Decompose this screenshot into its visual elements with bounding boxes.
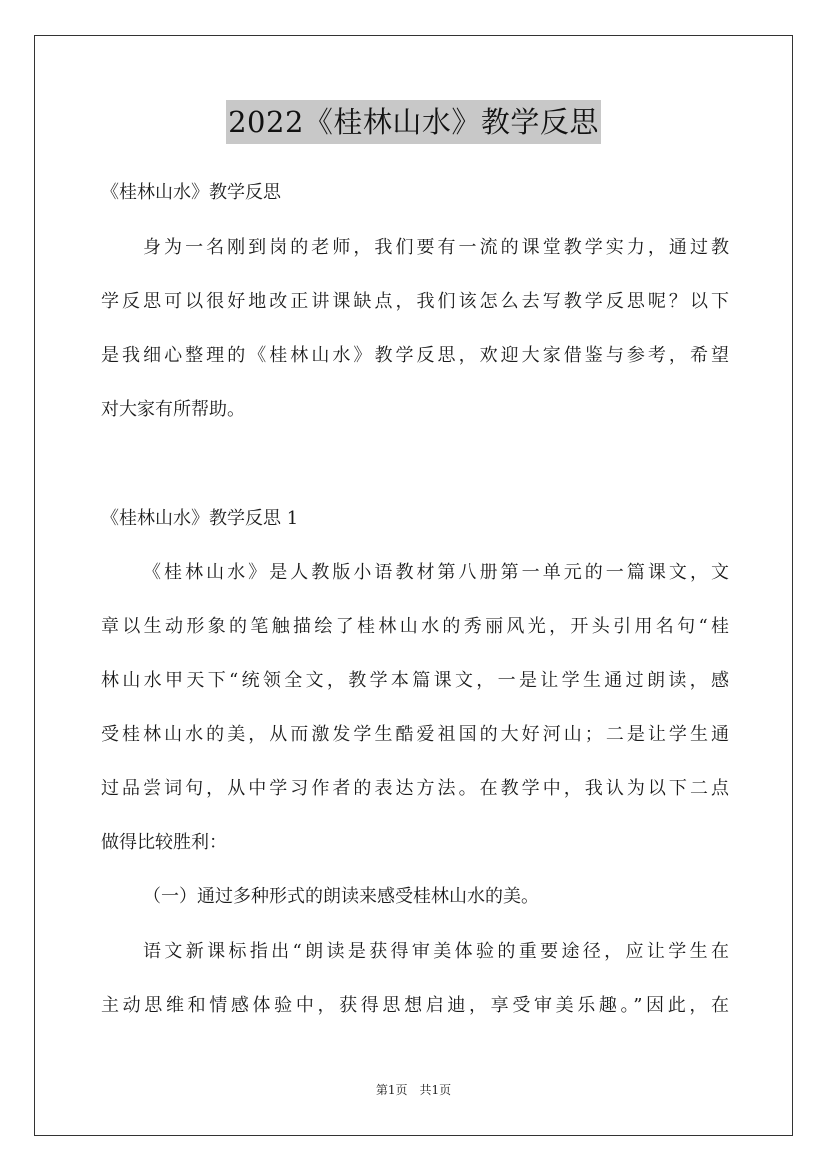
intro-line-1: 身为一名刚到岗的老师，我们要有一流的课堂教学实力，通过教 [143,237,729,258]
section-line-5: 过品尝词句，从中学习作者的表达方法。在教学中，我认为以下二点 [101,778,729,799]
subtitle: 《桂林山水》教学反思 [101,182,281,203]
point-one-heading: （一）通过多种形式的朗读来感受桂林山水的美。 [143,886,539,907]
section-line-6: 做得比较胜利： [101,832,227,853]
last-line-2: 主动思维和情感体验中，获得思想启迪，享受审美乐趣。”因此，在 [101,995,729,1016]
section-line-2: 章以生动形象的笔触描绘了桂林山水的秀丽风光，开头引用名句“桂 [101,616,729,637]
last-line-1: 语文新课标指出“朗读是获得审美体验的重要途径，应让学生在 [143,941,729,962]
intro-line-3: 是我细心整理的《桂林山水》教学反思，欢迎大家借鉴与参考，希望 [101,345,729,366]
document-title: 2022《桂林山水》教学反思 [226,100,601,144]
section-line-1: 《桂林山水》是人教版小语教材第八册第一单元的一篇课文，文 [143,562,729,583]
section-heading: 《桂林山水》教学反思 1 [101,508,299,529]
intro-line-4: 对大家有所帮助。 [101,399,245,420]
intro-line-2: 学反思可以很好地改正讲课缺点，我们该怎么去写教学反思呢？以下 [101,291,729,312]
page-footer: 第1页 共1页 [375,1083,452,1097]
section-line-3: 林山水甲天下“统领全文，教学本篇课文，一是让学生通过朗读，感 [101,670,729,691]
section-line-4: 受桂林山水的美，从而激发学生酷爱祖国的大好河山；二是让学生通 [101,724,729,745]
title-wrap [0,100,827,144]
